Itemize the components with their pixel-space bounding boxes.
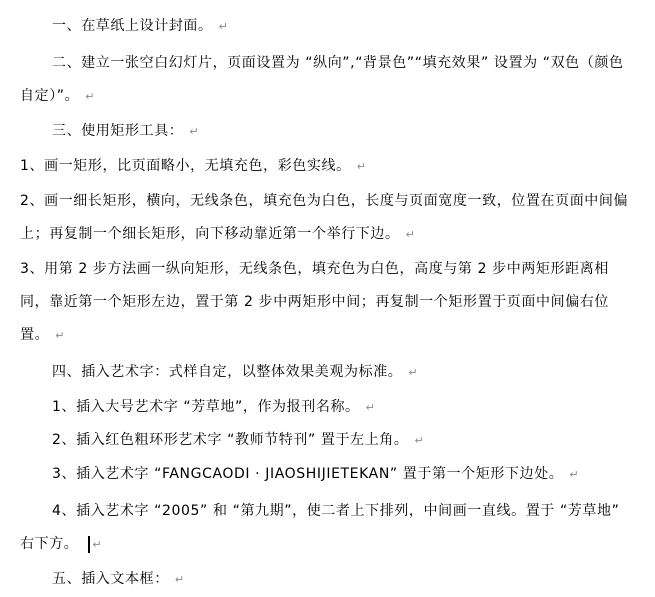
paragraph-11-text: 4、插入艺术字 “2005” 和 “第九期”，使二者上下排列，中间画一直线。置于 “芳草地” 右下方。 — [20, 503, 620, 552]
paragraph-2-text: 二、建立一张空白幻灯片，页面设置为 “纵向”,“背景色”“填充效果” 设置为 “双色（颜色自定）”。 — [20, 55, 624, 104]
paragraph-10 — [20, 458, 635, 491]
paragraph-5-text: 2、画一细长矩形，横向，无线条色，填充色为白色，长度与页面宽度一致，位置在页面中间偏上；再复制一个细长矩形，向下移动靠近第一个举行下边。 — [20, 193, 629, 242]
paragraph-mark-icon: ↵ — [405, 227, 416, 241]
paragraph-mark-icon: ↵ — [55, 328, 66, 342]
paragraph-mark-icon: ↵ — [569, 467, 580, 481]
paragraph-12 — [20, 563, 635, 596]
paragraph-6 — [20, 253, 635, 352]
paragraph-mark-icon: ↵ — [365, 400, 376, 414]
paragraph-6-text: 3、用第 2 步方法画一纵向矩形，无线条色，填充色为白色，高度与第 2 步中两矩形距离相同，靠近第一个矩形左边，置于第 2 步中两矩形中间；再复制一个矩形置于页面中间偏右位置。 — [20, 261, 610, 343]
paragraph-mark-icon: ↵ — [92, 537, 103, 551]
paragraph-11 — [20, 495, 635, 561]
paragraph-7-text: 四、插入艺术字：式样自定，以整体效果美观为标准。 — [52, 364, 403, 380]
paragraph-mark-icon: ↵ — [408, 365, 419, 379]
paragraph-10-text: 3、插入艺术字 “FANGCAODI · JIAOSHIJIETEKAN” 置于第一个矩形下边处。 — [52, 466, 564, 482]
paragraph-2 — [20, 47, 635, 113]
paragraph-9 — [20, 424, 635, 457]
paragraph-4-text: 1、画一矩形，比页面略小，无填充色，彩色实线。 — [20, 158, 351, 174]
paragraph-3 — [20, 115, 635, 148]
paragraph-7 — [20, 356, 635, 389]
text-cursor — [88, 536, 90, 553]
paragraph-5 — [20, 185, 635, 251]
paragraph-mark-icon: ↵ — [218, 19, 229, 33]
paragraph-mark-icon: ↵ — [414, 433, 425, 447]
paragraph-3-text: 三、使用矩形工具： — [52, 123, 184, 139]
paragraph-12-text: 五、插入文本框： — [52, 571, 169, 587]
paragraph-mark-icon: ↵ — [356, 159, 367, 173]
paragraph-1 — [20, 10, 635, 43]
paragraph-9-text: 2、插入红色粗环形艺术字 “教师节特刊” 置于左上角。 — [52, 432, 409, 448]
paragraph-8-text: 1、插入大号艺术字 “芳草地”，作为报刊名称。 — [52, 399, 360, 415]
paragraph-mark-icon: ↵ — [189, 124, 200, 138]
paragraph-mark-icon: ↵ — [174, 572, 185, 586]
paragraph-mark-icon: ↵ — [85, 89, 96, 103]
paragraph-1-text: 一、在草纸上设计封面。 — [52, 18, 213, 34]
paragraph-4 — [20, 150, 635, 183]
paragraph-8 — [20, 391, 635, 424]
